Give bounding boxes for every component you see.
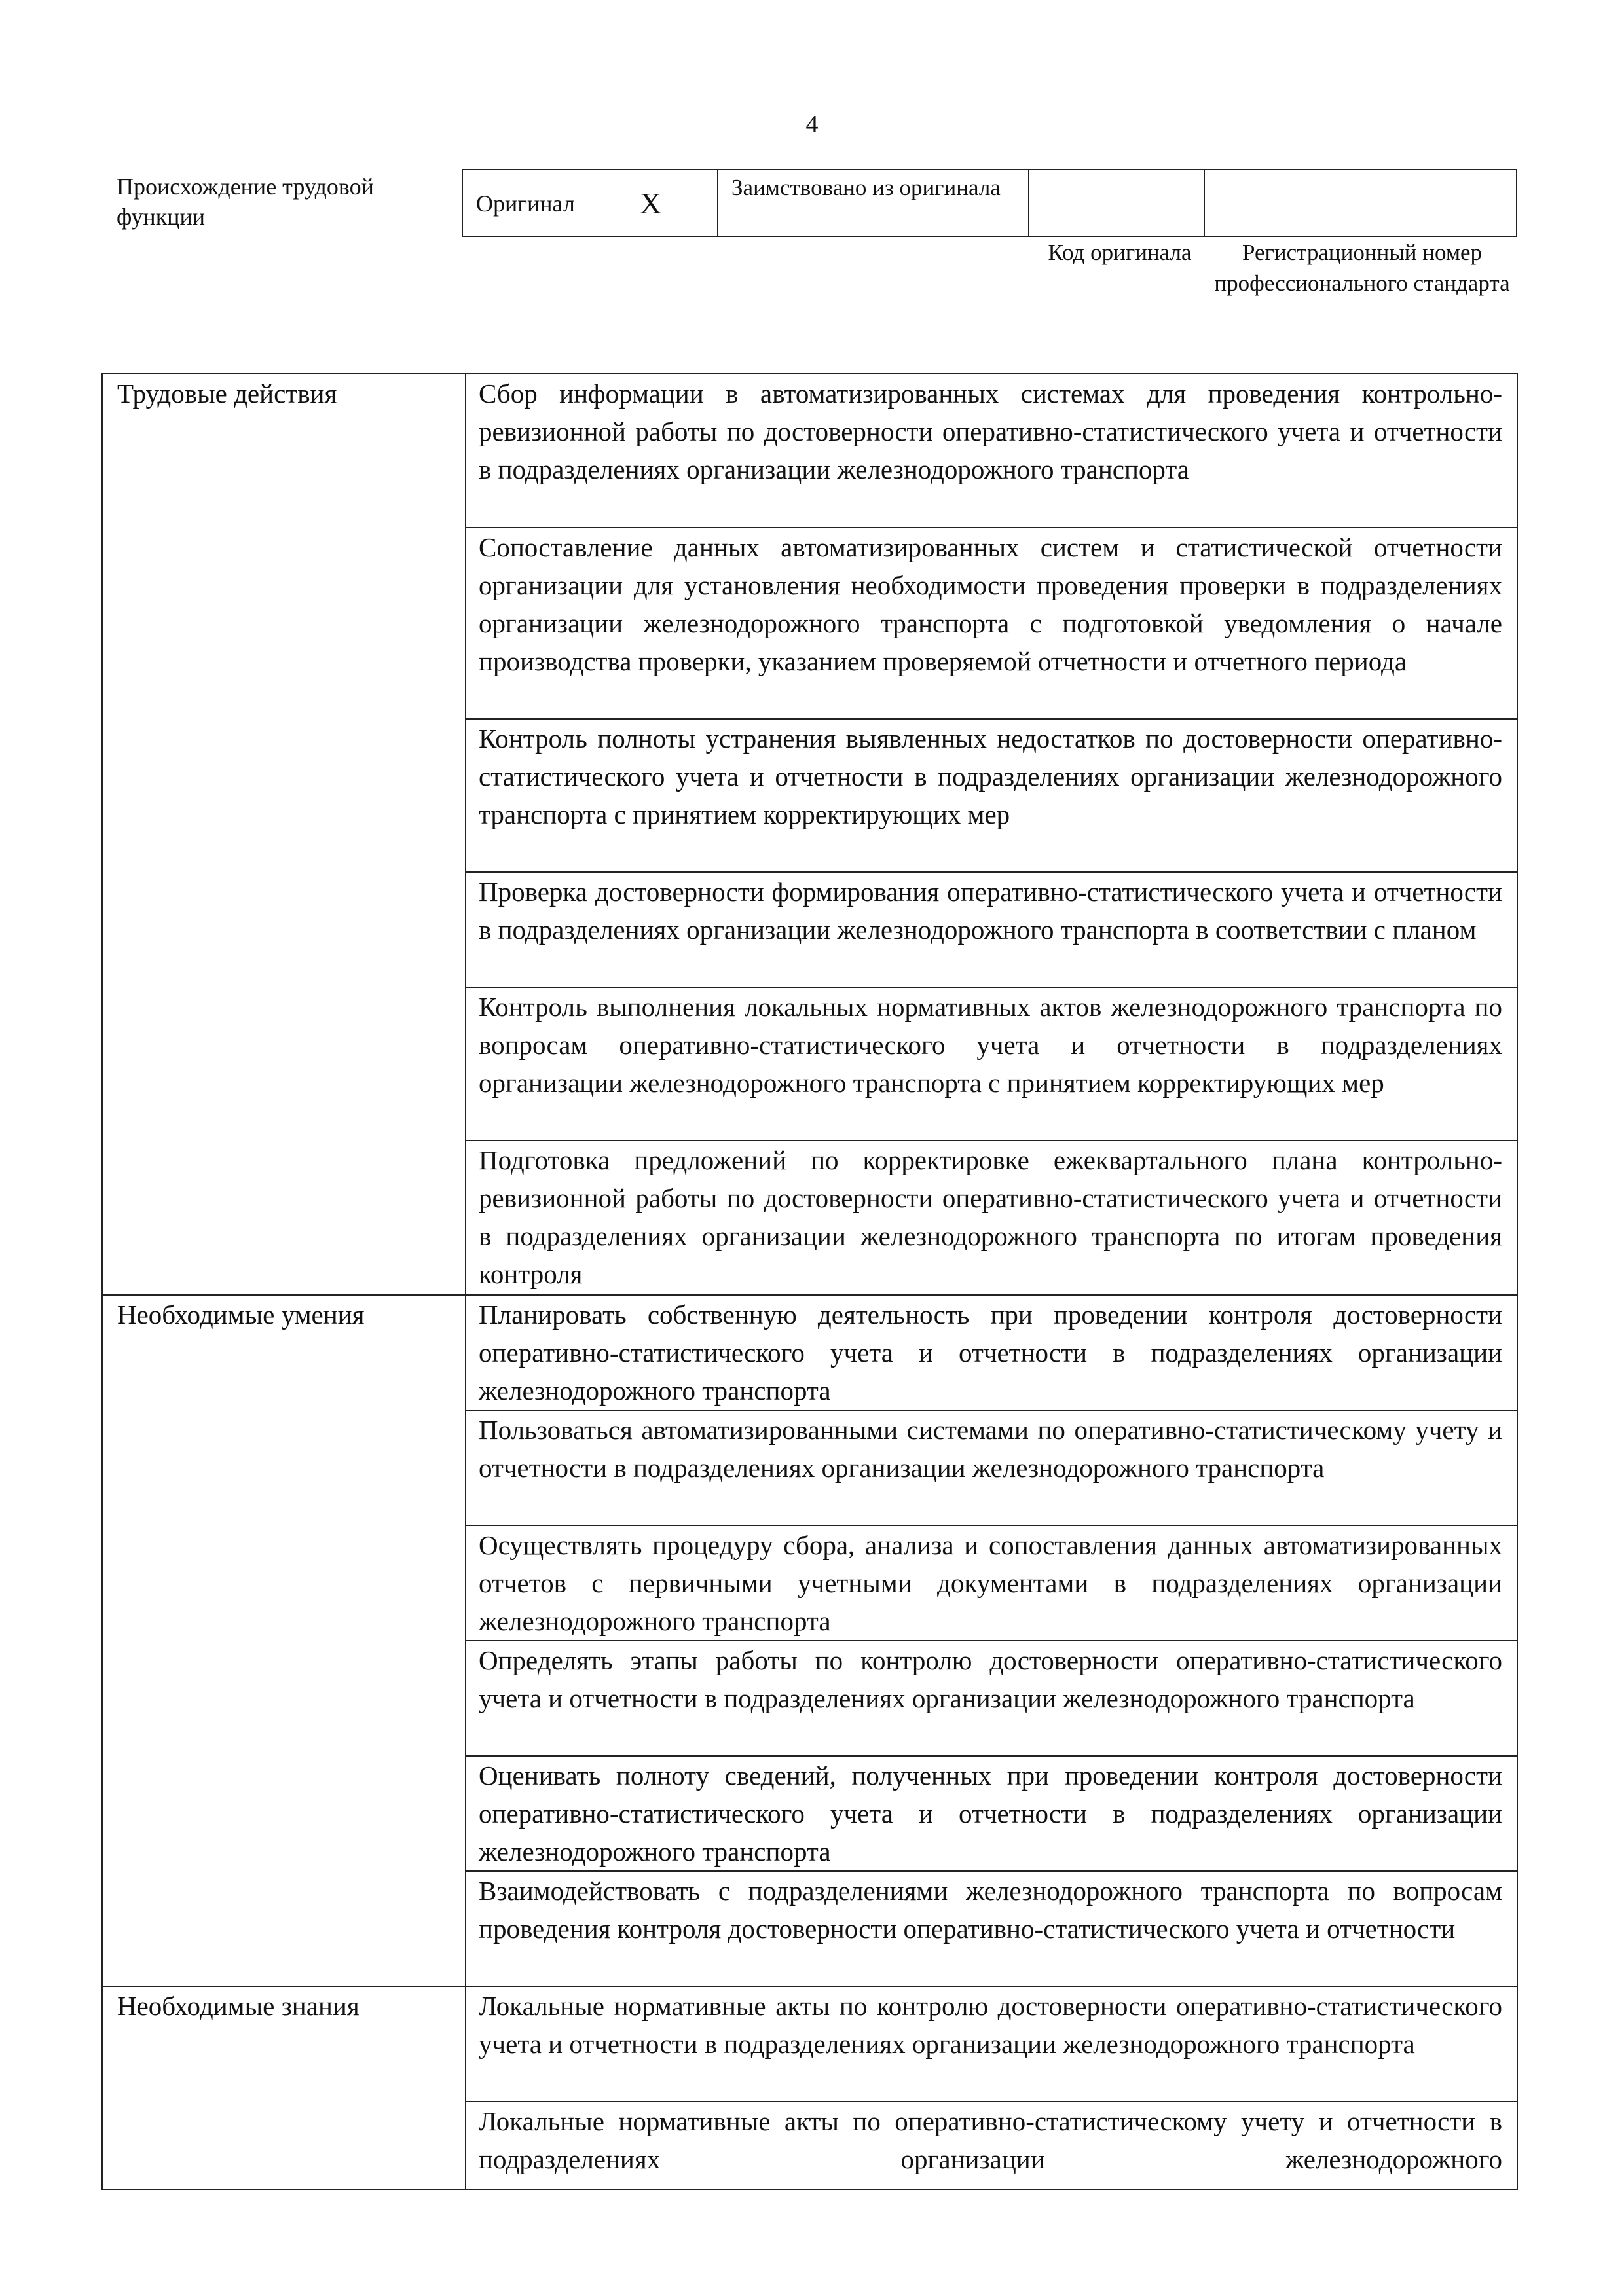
column-divider (465, 374, 466, 2189)
table-cell: Оценивать полноту сведений, полученных при проведении контроля достоверности оперативно-статистического учета и отчетности в подразделениях организации железнодорожного транспорта (479, 1760, 1502, 1867)
reg-number-cell (1205, 170, 1516, 236)
original-text: Оригинал (476, 191, 575, 217)
borrowed-cell (718, 170, 1029, 236)
table-cell: Проверка достоверности формирования оперативно-статистического учета и отчетности в подразделениях организации железнодорожного транспорта в соответствии с планом (479, 877, 1502, 945)
code-caption: Код оригинала (1048, 240, 1192, 265)
table-cell: Подготовка предложений по корректировке ежеквартального плана контрольно-ревизионной работы по достоверности оперативно-статистического учета и отчетности в подразделениях организации железнодорожного транспорта по итогам проведения контроля (479, 1145, 1502, 1289)
section-label-actions: Трудовые действия (117, 378, 337, 409)
section-label-knowledge: Необходимые знания (117, 1991, 360, 2021)
page-number: 4 (805, 111, 819, 138)
code-cell (1029, 170, 1205, 236)
labor-function-table (101, 373, 1518, 2190)
table-cell: Контроль полноты устранения выявленных недостатков по достоверности оперативно-статистического учета и отчетности в подразделениях организации железнодорожного транспорта с принятием корректирующих мер (479, 723, 1502, 829)
reg-number-caption: Регистрационный номер профессионального стандарта (1214, 240, 1510, 296)
original-mark: X (640, 187, 662, 220)
table-cell: Осуществлять процедуру сбора, анализа и сопоставления данных автоматизированных отчетов с первичными учетными документами в подразделениях организации железнодорожного транспорта (479, 1530, 1502, 1636)
table-cell: Определять этапы работы по контролю достоверности оперативно-статистического учета и отчетности в подразделениях организации железнодорожного транспорта (479, 1645, 1502, 1713)
origin-label: Происхождение трудовой функции (117, 173, 374, 230)
table-cell: Сопоставление данных автоматизированных систем и статистической отчетности организации для установления необходимости проведения проверки в подразделениях организации железнодорожного транспорта с подготовкой уведомления о начале производства проверки, указанием проверяемой отчетности и отчетного периода (479, 532, 1502, 676)
table-cell: Планировать собственную деятельность при проведении контроля достоверности оперативно-статистического учета и отчетности в подразделениях организации железнодорожного транспорта (479, 1300, 1502, 1406)
borrowed-text: Заимствовано из оригинала (731, 175, 1001, 200)
origin-table (462, 169, 1517, 237)
table-cell: Локальные нормативные акты по контролю достоверности оперативно-статистического учета и отчетности в подразделениях организации железнодорожного транспорта (479, 1991, 1502, 2059)
table-cell: Локальные нормативные акты по оперативно-статистическому учету и отчетности в подразделениях организации железнодорожного (479, 2106, 1502, 2174)
original-cell (463, 170, 718, 236)
table-cell: Сбор информации в автоматизированных системах для проведения контрольно-ревизионной работы по достоверности оперативно-статистического учета и отчетности в подразделениях организации железнодорожного транспорта (479, 378, 1502, 484)
section-label-skills: Необходимые умения (117, 1300, 365, 1330)
table-cell: Взаимодействовать с подразделениями железнодорожного транспорта по вопросам проведения контроля достоверности оперативно-статистического учета и отчетности (479, 1876, 1502, 1944)
table-cell: Контроль выполнения локальных нормативных актов железнодорожного транспорта по вопросам оперативно-статистического учета и отчетности в подразделениях организации железнодорожного транспорта с принятием корректирующих мер (479, 992, 1502, 1098)
table-cell: Пользоваться автоматизированными системами по оперативно-статистическому учету и отчетности в подразделениях организации железнодорожного транспорта (479, 1415, 1502, 1483)
